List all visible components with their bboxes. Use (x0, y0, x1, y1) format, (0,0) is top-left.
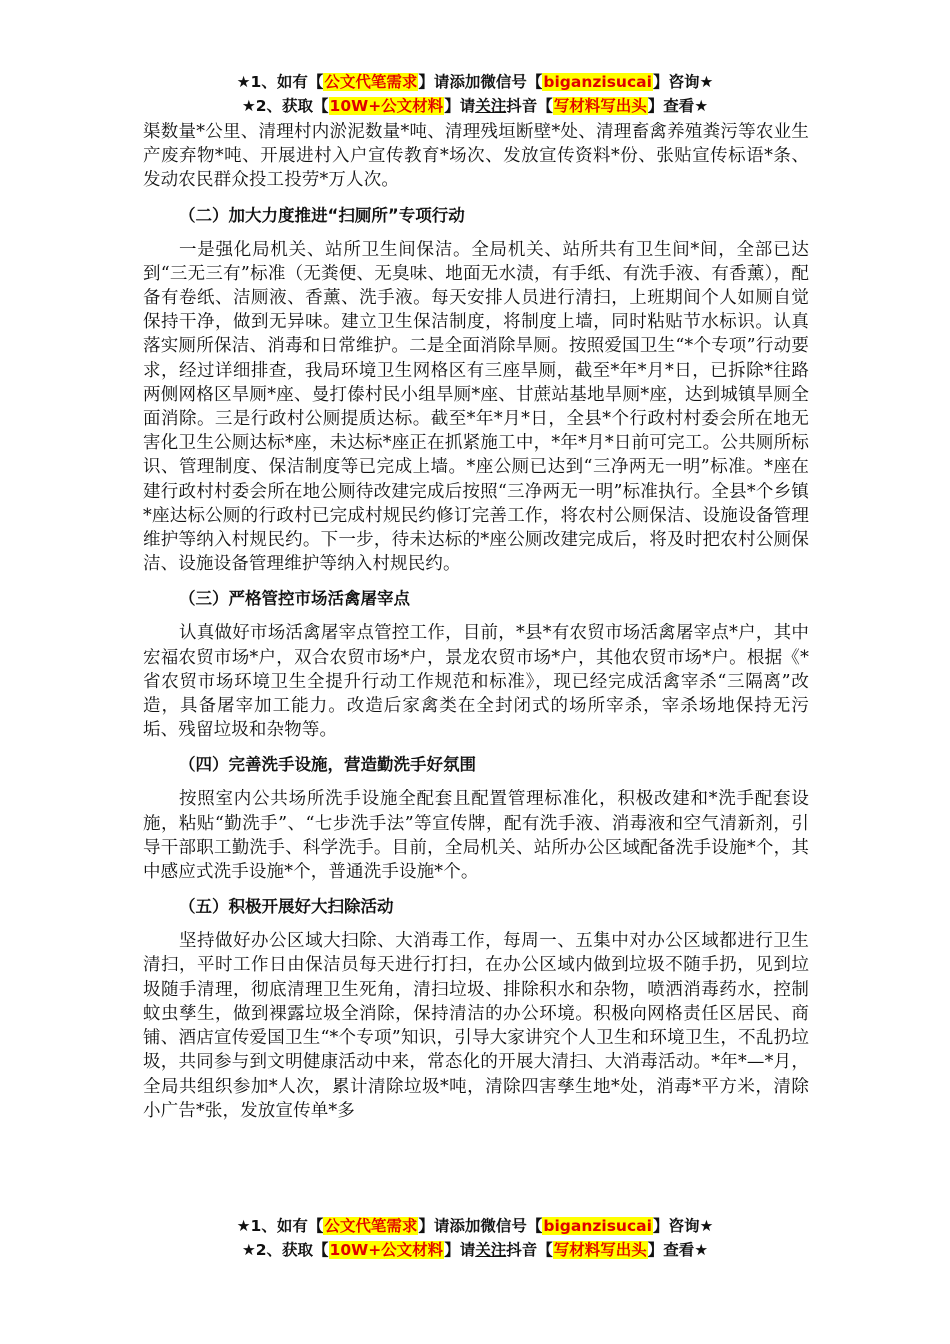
paragraph-intro: 渠数量*公里、清理村内淤泥数量*吨、清理残垣断壁*处、清理畜禽养殖粪污等农业生产废弃物*吨、开展进村入户宣传教育*场次、发放宣传资料*份、张贴宣传标语*条、发动农民群众投工投劳*万人次。 (143, 122, 809, 191)
banner-underline: 关注 (475, 1241, 507, 1259)
banner-highlight: 公文代笔需求 (324, 1217, 418, 1235)
banner-text: ★1、如有【 (236, 1217, 324, 1235)
banner-text: ★2、获取【 (241, 1241, 329, 1259)
banner-text: 】请添加微信号【 (418, 73, 543, 91)
banner-highlight: biganzisucai (543, 73, 652, 91)
banner-highlight: 公文代笔需求 (324, 73, 418, 91)
section-heading-3: （三）严格管控市场活禽屠宰点 (179, 589, 410, 609)
banner-underline: 关注 (475, 97, 507, 115)
top-banner (0, 70, 950, 118)
document-body (143, 120, 809, 1123)
banner-line-2 (0, 1238, 950, 1262)
section-heading-5: （五）积极开展好大扫除活动 (179, 897, 394, 917)
paragraph-3: 认真做好市场活禽屠宰点管控工作，目前，*县*有农贸市场活禽屠宰点*户，其中宏福农贸市场*户，双合农贸市场*户，景龙农贸市场*户，其他农贸市场*户。根据《*省农贸市场环境卫生全提升行动工作规范和标准》，现已经完成活禽宰杀“三隔离”改造，具备屠宰加工能力。改造后家禽类在全封闭式的场所宰杀，宰杀场地保持无污垢、残留垃圾和杂物等。 (143, 623, 809, 741)
banner-line-2 (0, 94, 950, 118)
paragraph-2: 一是强化局机关、站所卫生间保洁。全局机关、站所共有卫生间*间，全部已达到“三无三有”标准（无粪便、无臭味、地面无水渍，有手纸、有洗手液、有香薰），配备有卷纸、洁厕液、香薰、洗手液。每天安排人员进行清扫，上班期间个人如厕自觉保持干净，做到无异味。建立卫生保洁制度，将制度上墙，同时粘贴节水标识。认真落实厕所保洁、消毒和日常维护。二是全面消除旱厕。按照爱国卫生“*个专项”行动要求，经过详细排查，我局环境卫生网格区有三座旱厕，截至*年*月*日，已拆除*往路两侧网格区旱厕*座、曼打傣村民小组旱厕*座、甘蔗站基地旱厕*座，达到城镇旱厕全面消除。三是行政村公厕提质达标。截至*年*月*日，全县*个行政村村委会所在地无害化卫生公厕达标*座，未达标*座正在抓紧施工中，*年*月*日前可完工。公共厕所标识、管理制度、保洁制度等已完成上墙。*座公厕已达到“三净两无一明”标准。*座在建行政村村委会所在地公厕待改建完成后按照“三净两无一明”标准执行。全县*个乡镇*座达标公厕的行政村已完成村规民约修订完善工作，将农村公厕保洁、设施设备管理维护等纳入村规民约。下一步，待未达标的*座公厕改建完成后，将及时把农村公厕保洁、设施设备管理维护等纳入村规民约。 (143, 239, 809, 575)
banner-highlight: 写材料写出头 (553, 1241, 647, 1259)
section-heading-4: （四）完善洗手设施，营造勤洗手好氛围 (179, 755, 476, 775)
paragraph-5: 坚持做好办公区域大扫除、大消毒工作，每周一、五集中对办公区域都进行卫生清扫，平时工作日由保洁员每天进行打扫，在办公区域内做到垃圾不随手扔，见到垃圾随手清理，彻底清理卫生死角，清扫垃圾、排除积水和杂物，喷洒消毒药水，控制蚊虫孳生，做到裸露垃圾全消除，保持清洁的办公环境。积极向网格责任区居民、商铺、酒店宣传爱国卫生“*个专项”知识，引导大家讲究个人卫生和环境卫生，不乱扔垃圾，共同参与到文明健康活动中来，常态化的开展大清扫、大消毒活动。*年*—*月，全局共组织参加*人次，累计清除垃圾*吨，清除四害孳生地*处，消毒*平方米，清除小广告*张，发放宣传单*多 (143, 931, 809, 1121)
banner-text: ★2、获取【 (241, 97, 329, 115)
banner-text: 抖音【 (506, 97, 553, 115)
banner-highlight: 10W+公文材料 (329, 97, 444, 115)
banner-text: 】请 (444, 1241, 476, 1259)
banner-text: ★1、如有【 (236, 73, 324, 91)
bottom-banner (0, 1214, 950, 1262)
banner-text: 】查看★ (647, 97, 709, 115)
banner-line-1 (0, 1214, 950, 1238)
section-heading-2: （二）加大力度推进“扫厕所”专项行动 (179, 205, 465, 225)
banner-highlight: biganzisucai (543, 1217, 652, 1235)
banner-line-1 (0, 70, 950, 94)
banner-highlight: 10W+公文材料 (329, 1241, 444, 1259)
banner-text: 】查看★ (647, 1241, 709, 1259)
banner-text: 抖音【 (506, 1241, 553, 1259)
banner-text: 】请 (444, 97, 476, 115)
banner-text: 】咨询★ (652, 1217, 714, 1235)
banner-text: 】请添加微信号【 (418, 1217, 543, 1235)
banner-highlight: 写材料写出头 (553, 97, 647, 115)
paragraph-4: 按照室内公共场所洗手设施全配套且配置管理标准化，积极改建和*洗手配套设施，粘贴“勤洗手”、“七步洗手法”等宣传牌，配有洗手液、消毒液和空气清新剂，引导干部职工勤洗手、科学洗手。目前，全局机关、站所办公区域配备洗手设施*个，其中感应式洗手设施*个，普通洗手设施*个。 (143, 789, 809, 883)
banner-text: 】咨询★ (652, 73, 714, 91)
